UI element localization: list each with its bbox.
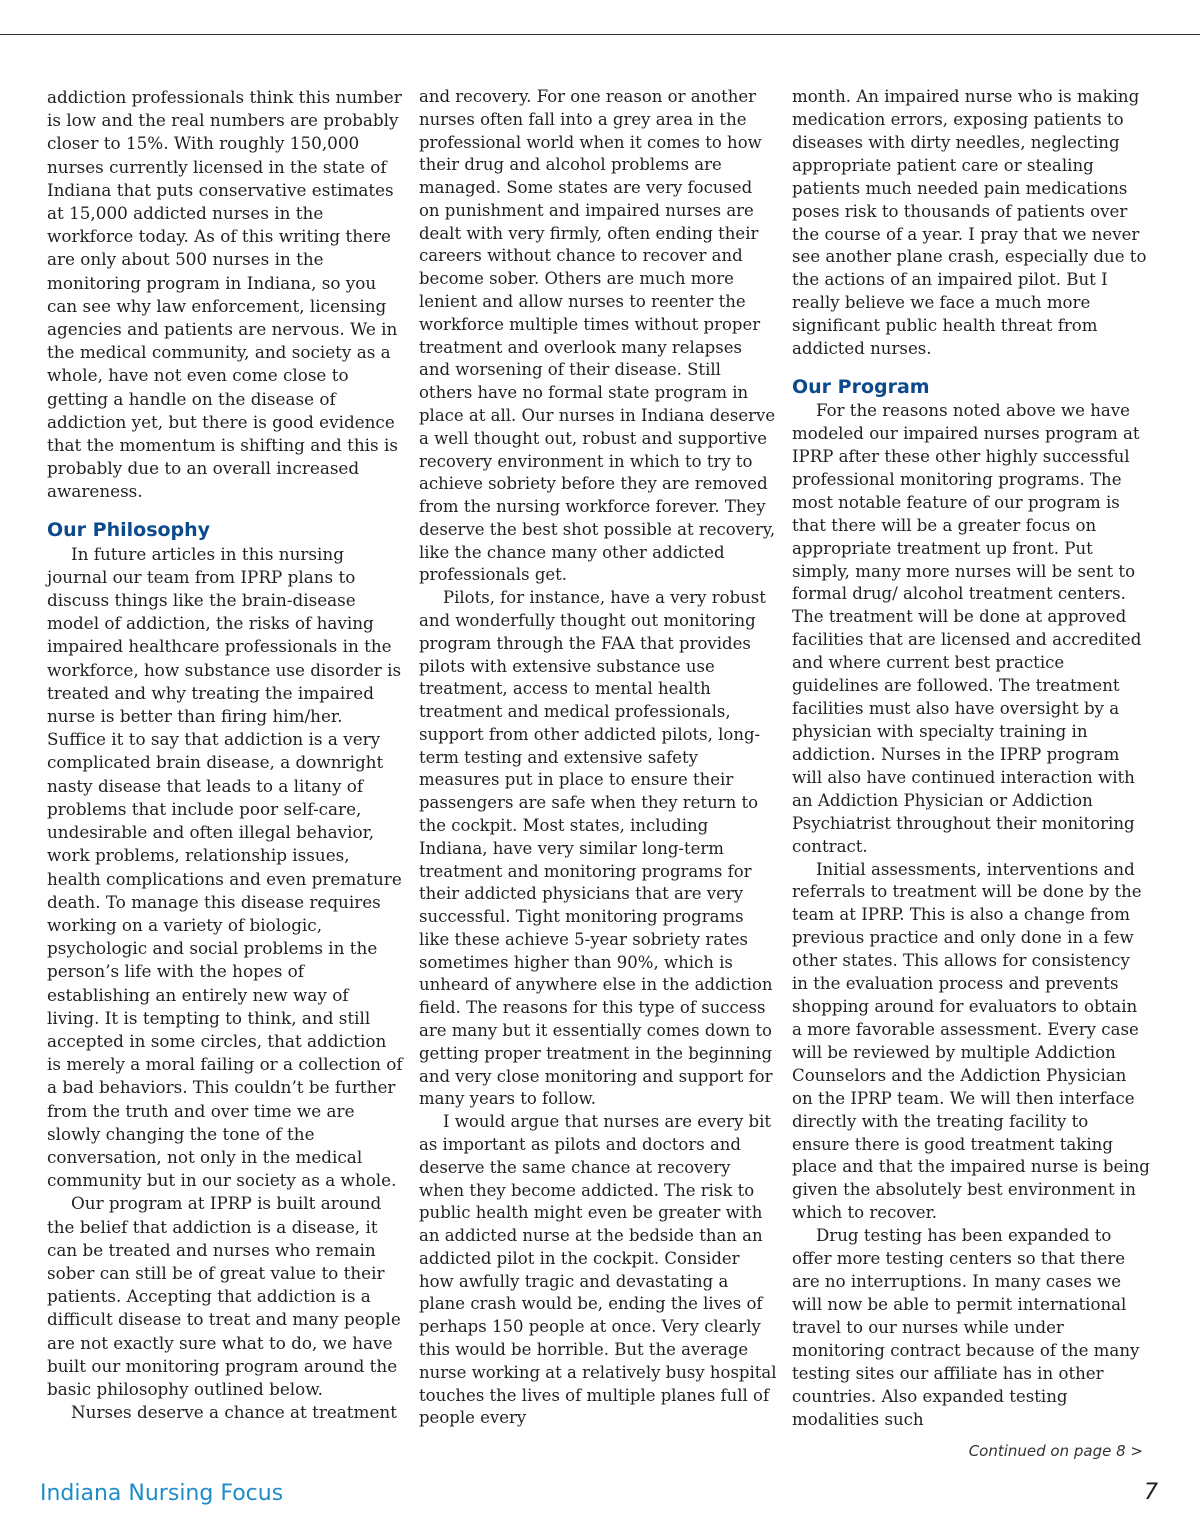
paragraph: Our program at IPRP is built around the belief that addiction is a disease, it can be treated and nurses who remain sober can still be of great value to their patients. Accepting that addiction is a difficult disease to treat and many people are not exactly sure what to do, we have built our monitoring program around the basic philosophy outlined below. bbox=[47, 1193, 401, 1399]
header-rule bbox=[0, 34, 1200, 35]
paragraph: Pilots, for instance, have a very robust and wonderfully thought out monitoring program through the FAA that provides pilots with extensive substance use treatment, access to mental health treatment and medical professionals, support from other addicted pilots, long-term testing and extensive safety measures put in place to ensure their passengers are safe when they return to the cockpit. Most states, including Indiana, have very similar long-term treatment and monitoring programs for their addicted physicians that are very successful. Tight monitoring programs like these achieve 5-year sobriety rates sometimes higher than 90%, which is unheard of anywhere else in the addiction field. The reasons for this type of success are many but it essentially comes down to getting proper treatment in the beginning and very close monitoring and support for many years to follow. bbox=[419, 588, 773, 1109]
paragraph: For the reasons noted above we have modeled our impaired nurses program at IPRP after these other highly successful professional monitoring programs. The most notable feature of our program is that there will be a greater focus on appropriate treatment up front. Put simply, many more nurses will be sent to formal drug/ alcohol treatment centers. The treatment will be done at approved facilities that are licensed and accredited and where current best practice guidelines are followed. The treatment facilities must also have oversight by a physician with specialty training in addiction. Nurses in the IPRP program will also have continued interaction with an Addiction Physician or Addiction Psychiatrist throughout their monitoring contract. bbox=[792, 401, 1142, 856]
paragraph: I would argue that nurses are every bit as important as pilots and doctors and deserve the same chance at recovery when they become addicted. The risk to public health might even be greater with an addicted nurse at the bedside than an addicted pilot in the cockpit. Consider how awfully tragic and devastating a plane crash would be, ending the lives of perhaps 150 people at once. Very clearly this would be horrible. But the average nurse working at a relatively busy hospital touches the lives of multiple planes full of people every bbox=[419, 1112, 777, 1428]
paragraph: In future articles in this nursing journal our team from IPRP plans to discuss things like the brain-disease model of addiction, the risks of having impaired healthcare professionals in the workforce, how substance use disorder is treated and why treating the impaired nurse is better than firing him/her. Suffice it to say that addiction is a very complicated brain disease, a downright nasty disease that leads to a litany of problems that include poor self-care, undesirable and often illegal behavior, work problems, relationship issues, health complications and even premature death. To manage this disease requires working on a variety of biologic, psychologic and social problems in the person’s life with the hopes of establishing an entirely new way of living. It is tempting to think, and still accepted in some circles, that addiction is merely a moral failing or a collection of a bad behaviors. This couldn’t be further from the truth and over time we are slowly changing the tone of the conversation, not only in the medical community but in our society as a whole. bbox=[47, 543, 403, 1191]
paragraph: and recovery. For one reason or another nurses often fall into a grey area in the professional world when it comes to how their drug and alcohol problems are managed. Some states are very focused on punishment and impaired nurses are dealt with very firmly, often ending their careers without chance to recover and become sober. Others are much more lenient and allow nurses to reenter the workforce multiple times without proper treatment and overlook many relapses and worsening of their disease. Still others have no formal state program in place at all. Our nurses in Indiana deserve a well thought out, robust and supportive recovery environment in which to try to achieve sobriety before they are removed from the nursing workforce forever. They deserve the best shot possible at recovery, like the chance many other addicted professionals get. bbox=[419, 87, 776, 585]
paragraph: Drug testing has been expanded to offer more testing centers so that there are no interruptions. In many cases we will now be able to permit international travel to our nurses while under monitoring contract because of the many testing sites our affiliate has in other countries. Also expanded testing modalities such bbox=[792, 1226, 1140, 1429]
article-column-2 bbox=[419, 86, 777, 1430]
article-column-1 bbox=[47, 86, 405, 1424]
continued-link[interactable]: Continued on page 8 > bbox=[968, 1442, 1143, 1460]
paragraph: addiction professionals think this number is low and the real numbers are probably closer to 15%. With roughly 150,000 nurses currently licensed in the state of Indiana that puts conservative estimates at 15,000 addicted nurses in the workforce today. As of this writing there are only about 500 nurses in the monitoring program in Indiana, so you can see why law enforcement, licensing agencies and patients are nervous. We in the medical community, and society as a whole, have not even come close to getting a handle on the disease of addiction yet, but there is good evidence that the momentum is shifting and this is probably due to an overall increased awareness. bbox=[47, 87, 402, 502]
paragraph: month. An impaired nurse who is making medication errors, exposing patients to diseases with dirty needles, neglecting appropriate patient care or stealing patients much needed pain medications poses risk to thousands of patients over the course of a year. I pray that we never see another plane crash, especially due to the actions of an impaired pilot. But I really believe we face a much more significant public health threat from addicted nurses. bbox=[792, 87, 1147, 359]
paragraph: Nurses deserve a chance at treatment bbox=[71, 1402, 397, 1423]
journal-title: Indiana Nursing Focus bbox=[40, 1481, 284, 1506]
article-column-3 bbox=[792, 86, 1150, 1432]
section-heading-philosophy: Our Philosophy bbox=[47, 518, 211, 541]
paragraph: Initial assessments, interventions and referrals to treatment will be done by the team at IPRP. This is also a change from previous practice and only done in a few other states. This allows for consistency in the evaluation process and prevents shopping around for evaluators to obtain a more favorable assessment. Every case will be reviewed by multiple Addiction Counselors and the Addiction Physician on the IPRP team. We will then interface directly with the treating facility to ensure there is good treatment taking place and that the impaired nurse is being given the absolutely best environment in which to recover. bbox=[792, 859, 1150, 1223]
page-number: 7 bbox=[1144, 1480, 1158, 1505]
section-heading-program: Our Program bbox=[792, 376, 930, 399]
